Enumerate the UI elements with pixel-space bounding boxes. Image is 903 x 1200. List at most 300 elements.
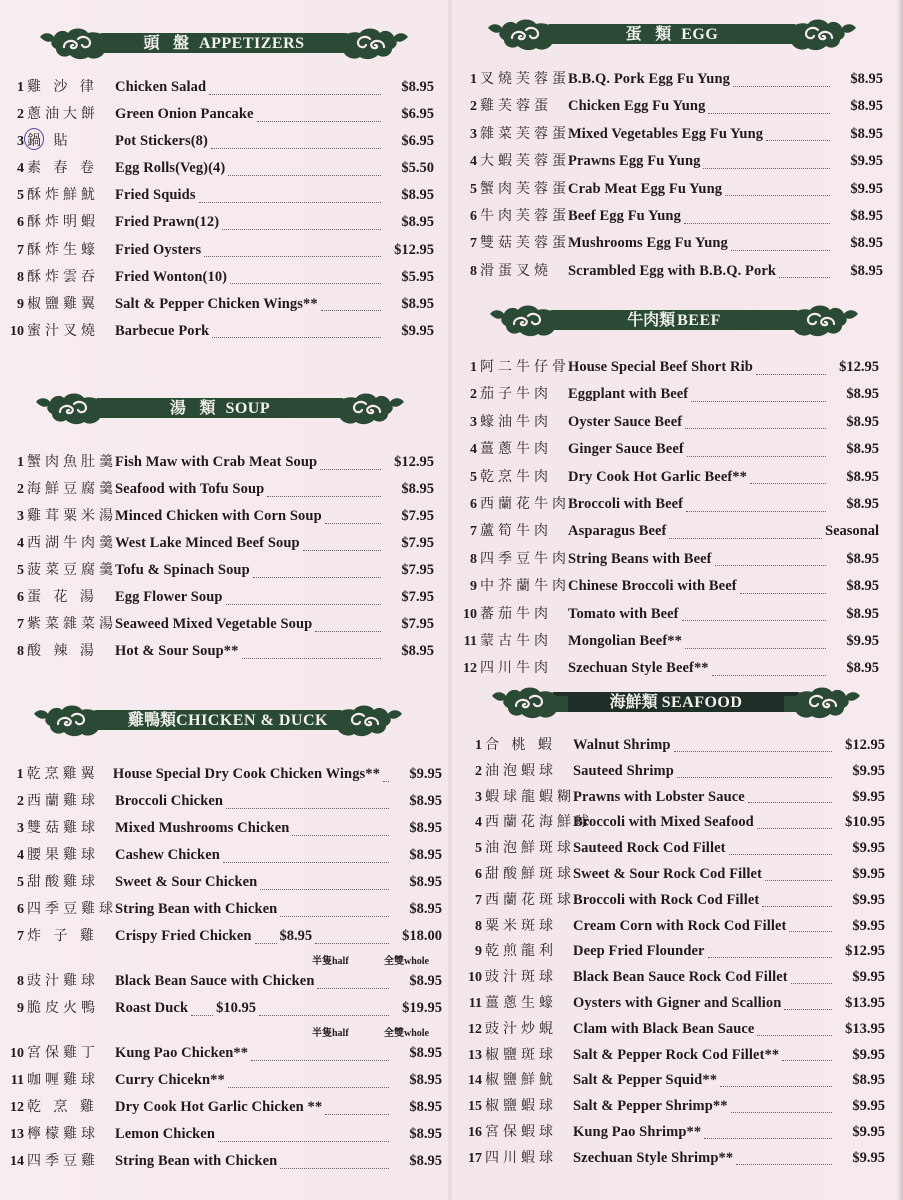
item-name-en: Seafood with Tofu Soup — [115, 481, 265, 497]
item-name-zh: 雙菇雞球 — [27, 820, 99, 836]
item-price: $8.95 — [401, 643, 434, 659]
item-number: 2 — [470, 99, 477, 115]
menu-item — [459, 150, 883, 177]
item-price: $8.95 — [409, 973, 442, 989]
item-price: $9.95 — [401, 322, 434, 339]
menu-item — [6, 1096, 442, 1123]
item-number: 5 — [17, 188, 24, 204]
item-name-zh: 四季豆雞球 — [27, 901, 117, 917]
item-number: 11 — [463, 633, 477, 649]
item-price: $12.95 — [845, 737, 885, 753]
leader-dots — [766, 131, 830, 141]
item-name-zh: 咖喱雞球 — [27, 1072, 99, 1088]
item-price-half: $10.95 — [216, 1000, 256, 1016]
leader-dots — [779, 268, 830, 278]
item-name-zh: 菠菜豆腐羹 — [27, 562, 117, 578]
section-title-zh: 牛肉類 — [627, 310, 676, 329]
item-price: $9.95 — [852, 1098, 885, 1115]
menu-item — [6, 293, 434, 320]
item-number: 10 — [10, 1046, 24, 1061]
item-name-en: West Lake Minced Beef Soup — [115, 535, 300, 551]
item-name-zh: 茄子牛肉 — [480, 386, 552, 403]
item-name-en: House Special Beef Short Rib — [568, 359, 753, 375]
section-title-en: CHICKEN & DUCK — [176, 712, 328, 729]
item-number: 4 — [470, 442, 477, 458]
item-price: $8.95 — [846, 495, 879, 512]
section-title-zh: 海鮮類 — [609, 692, 658, 711]
item-price: $8.95 — [850, 207, 883, 224]
item-price: $5.50 — [401, 160, 434, 177]
section-soup — [34, 390, 406, 426]
item-name-en: Crispy Fried Chicken — [115, 928, 252, 944]
leader-dots — [740, 584, 826, 594]
item-name-en: Green Onion Pancake — [115, 106, 254, 123]
item-price: $9.95 — [852, 788, 885, 805]
leader-dots — [317, 979, 389, 989]
item-number: 7 — [475, 892, 482, 908]
menu-item — [6, 76, 434, 103]
menu-item — [6, 266, 434, 293]
item-price: $9.95 — [852, 917, 885, 934]
item-name-zh: 牛肉芙蓉蛋 — [480, 207, 570, 224]
menu-item — [459, 356, 879, 383]
item-number: 2 — [17, 107, 24, 123]
item-name-en: Prawns with Lobster Sauce — [573, 788, 745, 805]
menu-item — [6, 103, 434, 130]
item-name-en: Dry Cook Hot Garlic Chicken ** — [115, 1099, 323, 1115]
item-name-en: B.B.Q. Pork Egg Fu Yung — [568, 71, 730, 87]
item-name-en: Barbecue Pork — [115, 322, 210, 339]
item-name-en: String Bean with Chicken — [115, 901, 278, 917]
item-name-en: Fried Prawn(12) — [115, 214, 220, 231]
menu-item — [6, 157, 434, 184]
item-name-en: Broccoli with Mixed Seafood — [573, 814, 754, 831]
item-name-zh: 宮保蝦球 — [485, 1123, 557, 1140]
section-title-zh: 湯 類 — [169, 398, 220, 417]
menu-item — [6, 790, 442, 817]
item-name-en: Hot & Sour Soup** — [115, 643, 239, 659]
item-number: 1 — [470, 360, 477, 375]
section-banner-soup — [34, 390, 406, 426]
item-price: $12.95 — [394, 454, 434, 470]
item-number: 5 — [17, 563, 24, 578]
item-number: 16 — [468, 1124, 482, 1140]
leader-dots — [204, 247, 381, 257]
leader-dots — [222, 220, 381, 230]
item-price: $8.95 — [850, 71, 883, 87]
item-name-en: Scrambled Egg with B.B.Q. Pork — [568, 262, 777, 279]
section-appetizers — [38, 25, 438, 61]
appetizers-list — [6, 76, 434, 347]
item-name-en: Salt & Pepper Squid** — [573, 1072, 718, 1089]
menu-item — [6, 763, 442, 790]
menu-item — [464, 992, 885, 1018]
leader-dots — [267, 487, 381, 497]
item-name-zh: 腰果雞球 — [27, 847, 99, 863]
menu-item — [6, 1042, 442, 1069]
item-name-en: String Bean with Chicken — [115, 1153, 278, 1169]
item-name-zh: 蟹肉魚肚羹 — [27, 454, 117, 470]
item-number: 12 — [10, 1100, 24, 1115]
leader-dots — [199, 193, 381, 203]
menu-item — [464, 966, 885, 992]
menu-item — [459, 657, 879, 684]
item-number: 3 — [475, 789, 482, 805]
menu-item — [464, 811, 885, 837]
item-number: 5 — [470, 469, 477, 485]
item-name-en: Kung Pao Chicken** — [115, 1045, 249, 1061]
item-price: $12.95 — [845, 943, 885, 960]
item-price: $8.95 — [846, 441, 879, 458]
item-name-zh: 素 春 卷 — [27, 160, 98, 177]
menu-item — [464, 1121, 885, 1147]
item-number: 7 — [17, 929, 24, 944]
item-price: $8.95 — [850, 235, 883, 252]
item-number: 17 — [468, 1150, 482, 1166]
item-name-en: Eggplant with Beef — [568, 386, 689, 403]
leader-dots — [784, 1000, 832, 1010]
section-banner-egg — [486, 16, 858, 52]
item-number: 8 — [17, 974, 24, 989]
item-number: 8 — [470, 551, 477, 567]
item-price: $8.95 — [846, 605, 879, 622]
item-name-en: Fried Squids — [115, 187, 196, 204]
item-name-en: Mongolian Beef** — [568, 632, 682, 649]
menu-item — [459, 603, 879, 630]
leader-dots — [228, 166, 381, 176]
leader-dots — [687, 447, 826, 457]
item-name-zh: 蛋 花 湯 — [27, 589, 98, 605]
item-number: 6 — [470, 496, 477, 512]
item-number: 5 — [17, 875, 24, 890]
item-name-en: Salt & Pepper Shrimp** — [573, 1098, 728, 1115]
item-name-zh: 西蘭花牛肉 — [480, 495, 570, 512]
item-name-zh: 四季豆雞 — [27, 1153, 99, 1169]
item-number: 3 — [17, 134, 24, 150]
item-price: $9.95 — [409, 766, 442, 782]
item-name-en: Tofu & Spinach Soup — [115, 562, 250, 578]
item-number: 4 — [17, 848, 24, 863]
menu-item — [459, 68, 883, 95]
item-name-en: Fish Maw with Crab Meat Soup — [115, 454, 318, 470]
leader-dots — [320, 460, 381, 470]
item-price: $9.95 — [852, 865, 885, 882]
portion-labels — [6, 1024, 442, 1042]
item-price: $6.95 — [401, 106, 434, 123]
leader-dots — [685, 639, 826, 649]
leader-dots — [253, 568, 381, 578]
section-banner-beef — [488, 302, 860, 338]
menu-item — [6, 184, 434, 211]
menu-item — [6, 532, 434, 559]
leader-dots — [315, 934, 389, 944]
menu-item — [6, 817, 442, 844]
item-name-en: Deep Fried Flounder — [573, 943, 705, 960]
item-name-en: Oysters with Gigner and Scallion — [573, 994, 782, 1011]
item-price: $8.95 — [409, 874, 442, 890]
item-name-en: Salt & Pepper Rock Cod Fillet** — [573, 1046, 780, 1063]
leader-dots — [383, 772, 389, 782]
item-name-en: Salt & Pepper Chicken Wings** — [115, 295, 318, 312]
menu-item — [459, 95, 883, 122]
item-name-zh: 乾烹牛肉 — [480, 468, 552, 485]
item-name-zh: 椒鹽雞翼 — [27, 295, 99, 312]
leader-dots — [684, 214, 830, 224]
item-name-zh: 紫菜雜菜湯 — [27, 616, 117, 632]
section-seafood — [490, 684, 862, 720]
item-price: $8.95 — [852, 1072, 885, 1089]
leader-dots — [762, 897, 832, 907]
item-name-zh: 豉汁雞球 — [27, 973, 99, 989]
item-name-zh: 蘆筍牛肉 — [480, 523, 552, 540]
item-price: $9.95 — [852, 762, 885, 779]
item-name-en: Sauteed Rock Cod Fillet — [573, 840, 726, 857]
menu-item — [459, 438, 879, 465]
item-price: $13.95 — [845, 1020, 885, 1037]
menu-item — [464, 1018, 885, 1044]
item-price: $9.95 — [852, 969, 885, 986]
menu-item — [459, 630, 879, 657]
menu-item — [459, 575, 879, 602]
item-number: 12 — [468, 1021, 482, 1037]
leader-dots — [218, 1132, 389, 1142]
item-price: $8.95 — [409, 1153, 442, 1169]
item-name-en: Egg Rolls(Veg)(4) — [115, 160, 226, 177]
item-name-en: Chinese Broccoli with Beef — [568, 578, 737, 595]
item-name-en: Szechuan Style Shrimp** — [573, 1149, 734, 1166]
item-price: $7.95 — [401, 535, 434, 551]
leader-dots — [223, 853, 389, 863]
item-name-zh: 椒鹽鮮魷 — [485, 1072, 557, 1089]
item-number: 8 — [475, 918, 482, 934]
menu-item — [6, 586, 434, 613]
item-name-en: Seaweed Mixed Vegetable Soup — [115, 616, 313, 632]
item-price: $8.95 — [850, 262, 883, 279]
item-number: 7 — [470, 524, 477, 540]
item-price: $8.95 — [401, 214, 434, 231]
leader-dots — [685, 419, 826, 429]
item-number: 2 — [17, 794, 24, 809]
leader-dots — [712, 666, 826, 676]
item-price: $9.95 — [850, 153, 883, 170]
leader-dots — [750, 474, 826, 484]
section-title-en: SOUP — [225, 400, 271, 417]
item-name-zh: 乾 烹 雞 — [27, 1099, 98, 1115]
item-name-en: Walnut Shrimp — [573, 737, 671, 753]
leader-dots — [259, 1006, 389, 1016]
portion-labels — [6, 952, 442, 970]
leader-dots — [292, 826, 389, 836]
menu-item — [6, 898, 442, 925]
item-number: 5 — [475, 841, 482, 857]
leader-dots — [280, 1159, 389, 1169]
item-name-zh: 宮保雞丁 — [27, 1045, 99, 1061]
item-price: $8.95 — [401, 481, 434, 497]
item-number: 6 — [475, 866, 482, 882]
leader-dots — [255, 934, 277, 944]
item-number: 12 — [463, 661, 477, 677]
item-name-en: Mixed Mushrooms Chicken — [115, 820, 290, 836]
egg-list — [459, 68, 883, 287]
item-price: $8.95 — [850, 125, 883, 142]
leader-dots — [321, 301, 381, 311]
menu-item — [6, 505, 434, 532]
menu-item — [459, 383, 879, 410]
item-price: $8.95 — [846, 660, 879, 677]
leader-dots — [260, 880, 389, 890]
seafood-list — [464, 734, 885, 1173]
whole-label: 全雙whole — [384, 956, 429, 967]
leader-dots — [674, 742, 832, 752]
leader-dots — [677, 768, 832, 778]
item-price: $9.95 — [846, 632, 879, 649]
half-label: 半隻half — [312, 1028, 349, 1039]
item-number: 6 — [17, 902, 24, 917]
item-name-en: Fried Wonton(10) — [115, 268, 228, 285]
menu-item — [6, 239, 434, 266]
item-number: 14 — [10, 1154, 24, 1169]
item-name-zh: 海鮮豆腐羹 — [27, 481, 117, 497]
item-number: 13 — [10, 1127, 24, 1142]
item-price: $9.95 — [852, 1046, 885, 1063]
item-name-zh: 豉汁斑球 — [485, 969, 557, 986]
item-name-en: Ginger Sauce Beef — [568, 441, 684, 458]
menu-item — [6, 1123, 442, 1150]
item-number: 4 — [17, 161, 24, 177]
item-price: $10.95 — [845, 814, 885, 831]
item-price: $9.95 — [852, 891, 885, 908]
leader-dots — [736, 1155, 832, 1165]
item-name-zh: 蒙古牛肉 — [480, 632, 552, 649]
item-price: $8.95 — [409, 1072, 442, 1088]
item-price: $8.95 — [409, 847, 442, 863]
leader-dots — [211, 139, 381, 149]
leader-dots — [789, 922, 832, 932]
item-number: 3 — [470, 414, 477, 430]
leader-dots — [782, 1051, 832, 1061]
menu-item — [464, 837, 885, 863]
menu-item — [6, 871, 442, 898]
leader-dots — [191, 1006, 213, 1016]
item-number: 8 — [17, 644, 24, 659]
item-price: $12.95 — [839, 359, 879, 375]
section-title-en: BEEF — [677, 312, 721, 329]
item-name-en: Kung Pao Shrimp** — [573, 1123, 702, 1140]
section-banner-chicken-duck — [32, 702, 404, 738]
leader-dots — [303, 541, 381, 551]
menu-item — [6, 613, 434, 640]
section-title-zh: 頭 盤 — [143, 33, 194, 52]
item-price: $19.95 — [402, 1000, 442, 1016]
item-name-zh: 合 桃 蝦 — [485, 737, 556, 753]
leader-dots — [212, 328, 381, 338]
leader-dots — [257, 112, 381, 122]
item-name-zh: 雙菇芙蓉蛋 — [480, 235, 570, 252]
item-name-en: Cream Corn with Rock Cod Fillet — [573, 917, 787, 934]
item-name-en: Black Bean Sauce Rock Cod Fillet — [573, 969, 788, 986]
item-name-en: Szechuan Style Beef** — [568, 660, 709, 677]
menu-item — [6, 478, 434, 505]
item-price: $8.95 — [846, 578, 879, 595]
menu-item — [6, 970, 442, 997]
item-name-en: Egg Flower Soup — [115, 589, 223, 605]
item-number: 4 — [475, 815, 482, 831]
item-name-zh: 叉燒芙蓉蛋 — [480, 71, 570, 87]
item-number: 10 — [468, 970, 482, 986]
section-title-en: SEAFOOD — [661, 694, 743, 711]
leader-dots — [228, 1078, 389, 1088]
menu-item — [6, 844, 442, 871]
item-price: $6.95 — [401, 133, 434, 150]
item-name-zh: 酥炸明蝦 — [27, 214, 99, 231]
item-name-en: Lemon Chicken — [115, 1126, 215, 1142]
leader-dots — [325, 1105, 389, 1115]
item-number: 1 — [470, 72, 477, 87]
item-name-en: Chicken Egg Fu Yung — [568, 98, 706, 115]
item-price: $8.95 — [846, 468, 879, 485]
item-price: $7.95 — [401, 616, 434, 632]
item-number: 4 — [17, 536, 24, 551]
menu-item — [464, 1044, 885, 1070]
item-name-zh: 雞 沙 律 — [27, 79, 98, 95]
item-number: 7 — [470, 236, 477, 252]
item-name-zh: 酥炸鮮魷 — [27, 187, 99, 204]
item-name-zh: 豉汁炒蜆 — [485, 1020, 557, 1037]
leader-dots — [708, 104, 830, 114]
item-name-en: Fried Oysters — [115, 241, 202, 258]
item-name-zh: 四季豆牛肉 — [480, 550, 570, 567]
menu-item — [6, 451, 434, 478]
item-price: $7.95 — [401, 562, 434, 578]
item-name-zh: 乾煎龍利 — [485, 943, 557, 960]
menu-item — [459, 178, 883, 205]
item-number: 1 — [17, 80, 24, 95]
leader-dots — [704, 1129, 832, 1139]
item-name-zh: 蝦球龍蝦糊 — [485, 788, 575, 805]
item-number: 3 — [17, 821, 24, 836]
item-name-zh: 雞茸粟米湯 — [27, 508, 117, 524]
item-name-zh: 甜酸雞球 — [27, 874, 99, 890]
item-price: $7.95 — [401, 589, 434, 605]
menu-item — [459, 548, 879, 575]
item-price: $5.95 — [401, 268, 434, 285]
page-fold — [448, 0, 452, 1200]
item-number: 4 — [470, 154, 477, 170]
item-name-zh: 薑蔥牛肉 — [480, 441, 552, 458]
item-name-en: Broccoli Chicken — [115, 793, 224, 809]
item-price: $8.95 — [401, 187, 434, 204]
leader-dots — [731, 241, 830, 251]
item-name-en: Clam with Black Bean Sauce — [573, 1020, 755, 1037]
leader-dots — [725, 186, 830, 196]
item-number: 14 — [468, 1073, 482, 1089]
item-name-zh: 酥炸雲吞 — [27, 268, 99, 285]
leader-dots — [757, 1026, 832, 1036]
leader-dots — [691, 392, 826, 402]
menu-item — [459, 123, 883, 150]
item-price: $8.95 — [846, 413, 879, 430]
item-name-en: Cashew Chicken — [115, 847, 220, 863]
item-price: $9.95 — [850, 180, 883, 197]
item-price: $9.95 — [852, 840, 885, 857]
menu-item — [464, 760, 885, 786]
item-name-zh: 薑蔥生蠔 — [485, 994, 557, 1011]
item-name-zh: 油泡鮮斑球 — [485, 840, 575, 857]
section-egg — [486, 16, 858, 52]
item-number: 1 — [475, 738, 482, 753]
leader-dots — [230, 274, 381, 284]
item-number: 2 — [17, 482, 24, 497]
